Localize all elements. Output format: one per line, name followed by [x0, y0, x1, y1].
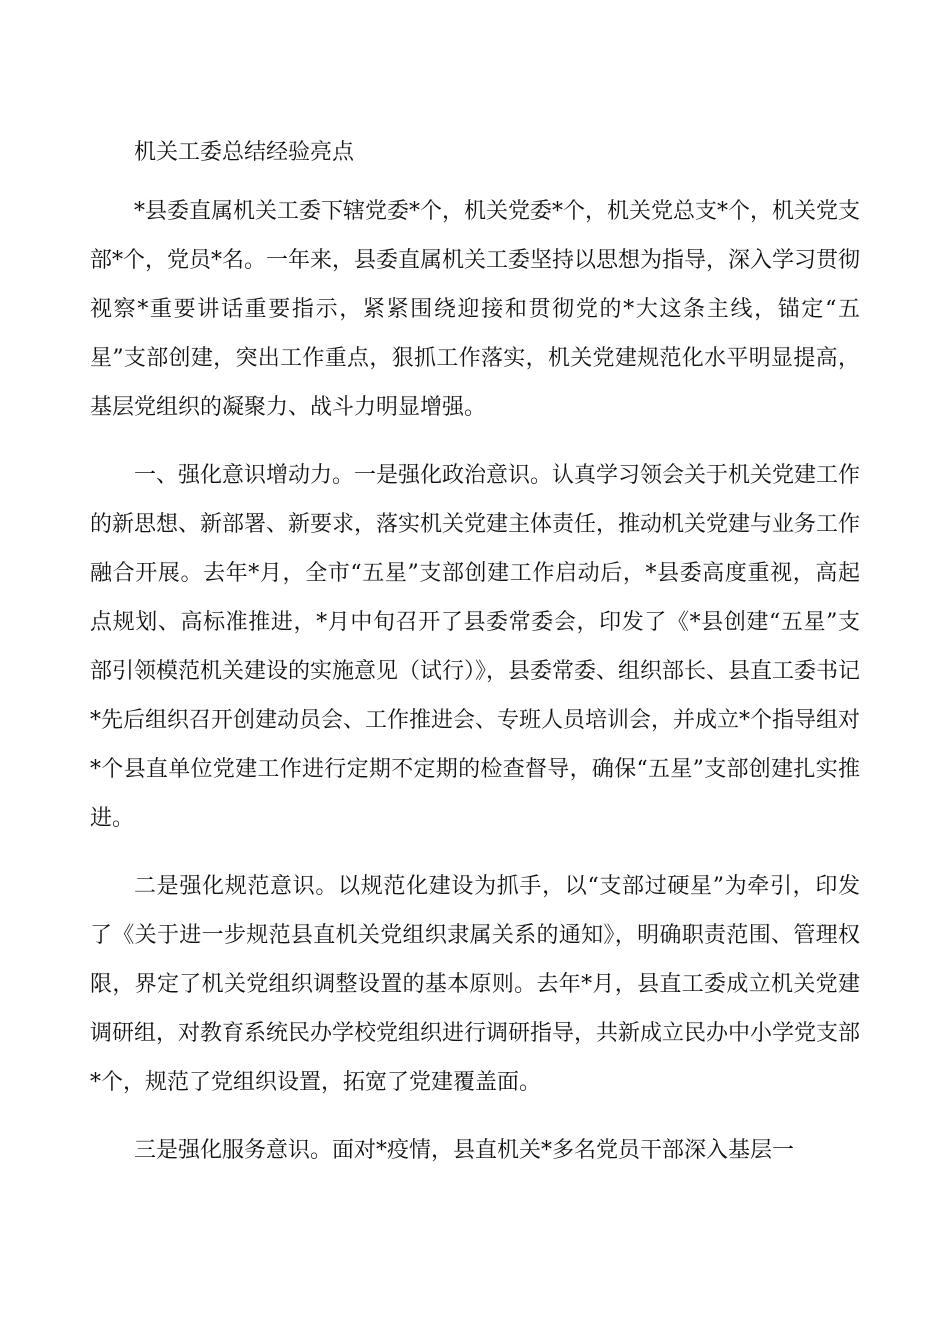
paragraph-political-awareness: 一、强化意识增动力。一是强化政治意识。认真学习领会关于机关党建工作的新思想、新部署、新要求，落实机关党建主体责任，推动机关党建与业务工作融合开展。去年*月，全市“五星”支部创建工作启动后，*县委高度重视，高起点规划、高标准推进，*月中旬召开了县委常委会，印发了《*县创建“五星”支部引领模范机关建设的实施意见（试行）》，县委常委、组织部长、县直工委书记*先后组织召开创建动员会、工作推进会、专班人员培训会，并成立*个指导组对*个县直单位党建工作进行定期不定期的检查督导，确保“五星”支部创建扎实推进。	[90, 463, 861, 831]
paragraph-standardization-awareness: 二是强化规范意识。以规范化建设为抓手，以“支部过硬星”为牵引，印发了《关于进一步规范县直机关党组织隶属关系的通知》，明确职责范围、管理权限，界定了机关党组织调整设置的基本原则。去年*月，县直工委成立机关党建调研组，对教育系统民办学校党组织进行调研指导，共新成立民办中小学党支部*个，规范了党组织设置，拓宽了党建覆盖面。	[90, 874, 861, 1095]
paragraph-service-awareness: 三是强化服务意识。面对*疫情，县直机关*多名党员干部深入基层一	[134, 1138, 795, 1163]
document-body	[90, 128, 860, 1194]
paragraph-intro: *县委直属机关工委下辖党委*个，机关党委*个，机关党总支*个，机关党支部*个，党员*名。一年来，县委直属机关工委坚持以思想为指导，深入学习贯彻视察*重要讲话重要指示，紧紧围绕迎接和贯彻党的*大这条主线，锚定“五星”支部创建，突出工作重点，狠抓工作落实，机关党建规范化水平明显提高，基层党组织的凝聚力、战斗力明显增强。	[90, 199, 861, 420]
document-title: 机关工委总结经验亮点	[134, 140, 355, 165]
